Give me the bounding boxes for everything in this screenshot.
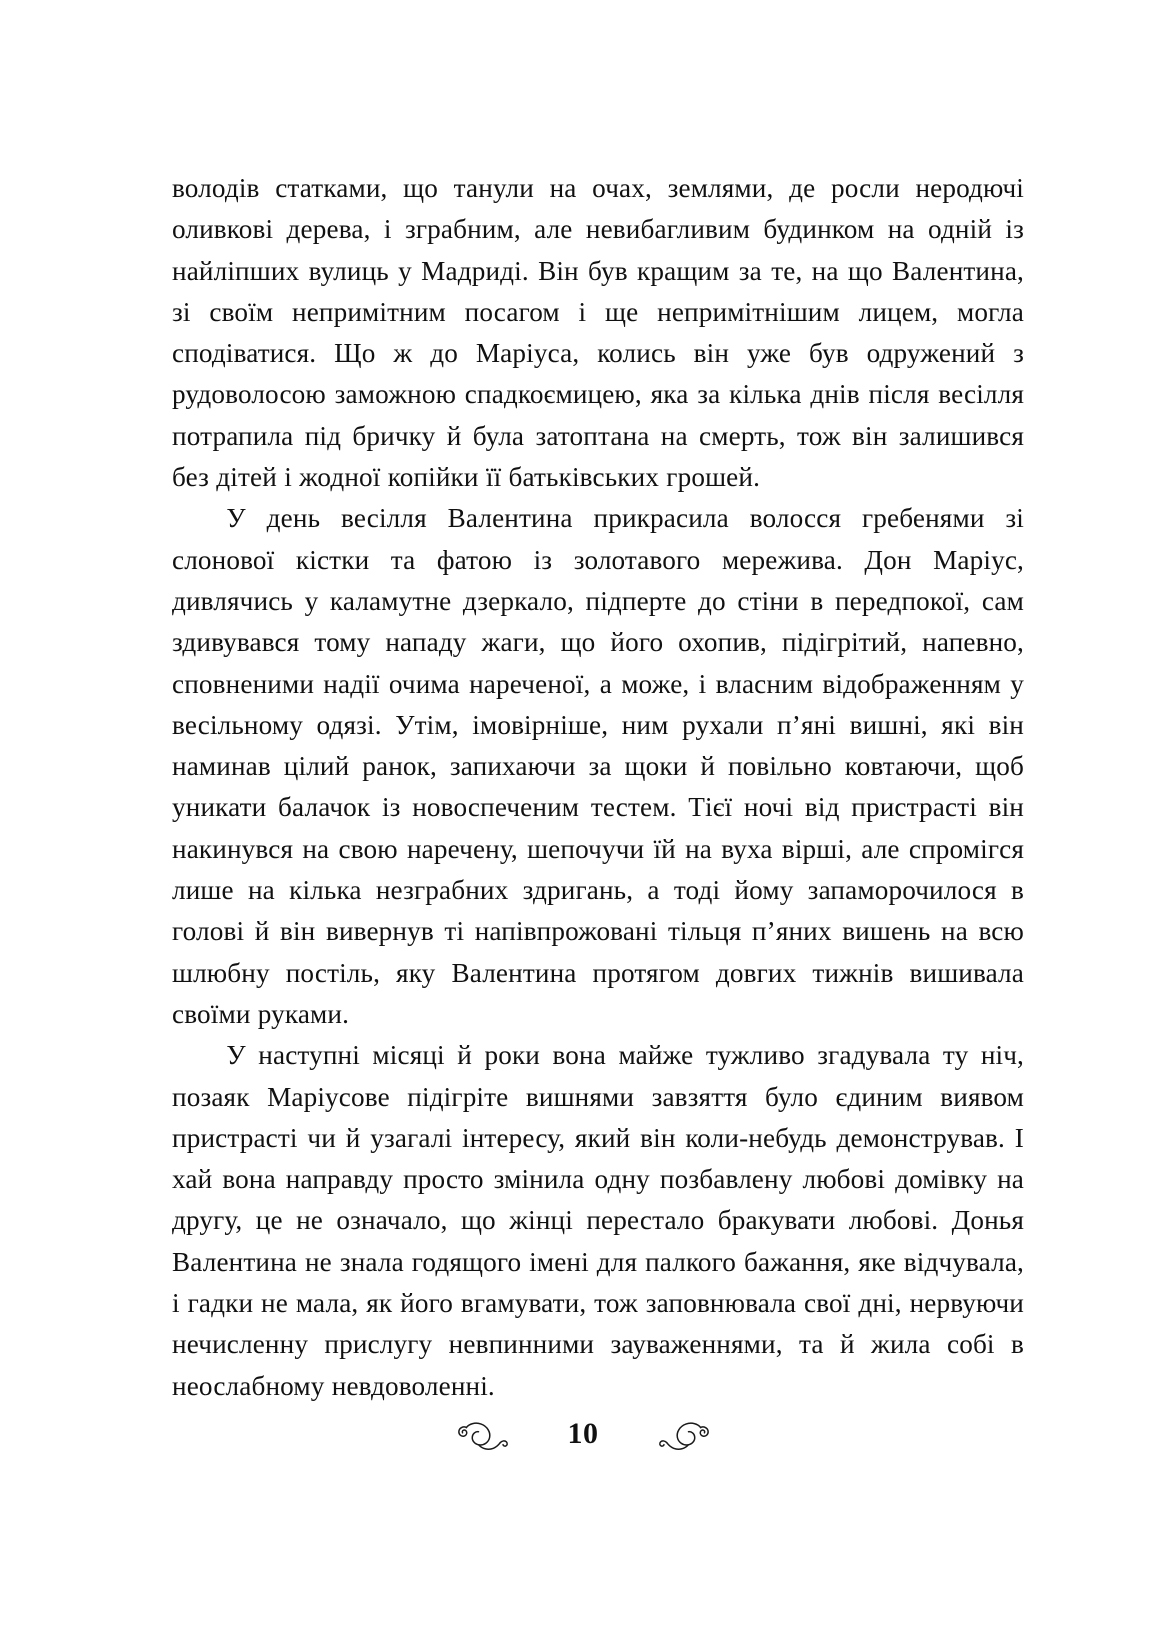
paragraph-3: У наступні місяці й роки вона майже тужливо згадувала ту ніч, позаяк Маріусове підігріте вишнями завзяття було єдиним виявом пристрасті чи й узагалі інтересу, який він коли-небудь демонстрував. І хай вона направду просто змінила одну позбавлену любові домівку на другу, це не означало, що жінці перестало бракувати любові. Донья Валентина не знала годящого імені для палкого бажання, яке відчувала, і гадки не мала, як його вгамувати, тож заповнювала свої дні, нервуючи нечисленну прислугу невпинними зауваженнями, та й жила собі в неослабному невдоволенні. bbox=[172, 1040, 1024, 1401]
page-number: 10 bbox=[567, 1417, 599, 1450]
page-text-block bbox=[172, 168, 1024, 1407]
flourish-ornament-left-icon bbox=[452, 1412, 542, 1458]
paragraph-1: володів статками, що танули на очах, землями, де росли неродючі оливкові дерева, і зграбним, але невибагливим будинком на одній із найліпших вулиць у Мадриді. Він був кращим за те, на що Валентина, зі своїм непримітним посагом і ще непримітнішим лицем, могла сподіватися. Що ж до Маріуса, колись він уже був одружений з рудоволосою заможною спадкоємицею, яка за кілька днів після весілля потрапила під бричку й була затоптана на смерть, тож він залишився без дітей і жодної копійки її батьківських грошей. bbox=[172, 173, 1024, 493]
paragraph-2: У день весілля Валентина прикрасила волосся гребенями зі слонової кістки та фатою із золотавого мережива. Дон Маріус, дивлячись у каламутне дзеркало, підперте до стіни в передпокої, сам здивувався тому нападу жаги, що його охопив, підігрітий, напевно, сповненими надії очима нареченої, а може, і власним відображенням у весільному одязі. Утім, імовірніше, ним рухали п’яні вишні, які він наминав цілий ранок, запихаючи за щоки й повільно ковтаючи, щоб уникати балачок із новоспеченим тестем. Тієї ночі від пристрасті він накинувся на свою наречену, шепочучи їй на вуха вірші, але спромігся лише на кілька незграбних здригань, а тоді йому запаморочилося в голові й він вивернув ті напівпрожовані тільця п’яних вишень на всю шлюбну постіль, яку Валентина протягом довгих тижнів вишивала своїми руками. bbox=[172, 503, 1024, 1029]
page-footer bbox=[0, 1412, 1166, 1458]
flourish-ornament-right-icon bbox=[625, 1412, 715, 1458]
